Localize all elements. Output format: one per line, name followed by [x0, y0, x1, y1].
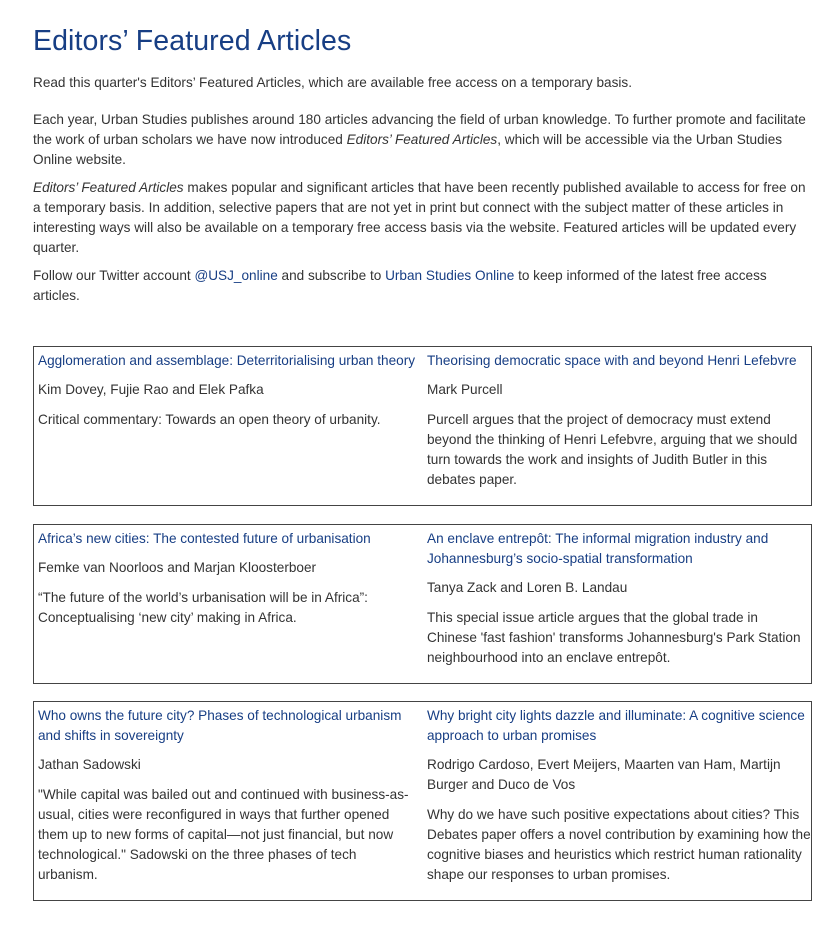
- follow-text-3: to keep informed of the latest free access articles.: [33, 268, 767, 303]
- each-year-paragraph: [33, 110, 815, 170]
- featured-articles-emphasis: Editors’ Featured Articles: [33, 180, 184, 195]
- featured-articles-paragraph: [33, 178, 815, 258]
- article-card: [427, 529, 811, 668]
- article-title-link[interactable]: Theorising democratic space with and beyond Henri Lefebvre: [427, 353, 797, 368]
- article-description: Purcell argues that the project of democracy must extend beyond the thinking of Henri Lefebvre, arguing that we should turn towards the work and insights of Judith Butler in this debates paper.: [427, 412, 798, 487]
- article-description: “The future of the world’s urbanisation will be in Africa”: Conceptualising ‘new city’ making in Africa.: [38, 590, 368, 625]
- article-authors: Femke van Noorloos and Marjan Kloosterboer: [38, 560, 317, 575]
- article-description: This special issue article argues that the global trade in Chinese 'fast fashion' transforms Johannesburg's Park Station neighbourhood into an enclave entrepôt.: [427, 610, 801, 665]
- page-content: [33, 0, 815, 306]
- article-card: [38, 351, 416, 430]
- article-card: [427, 706, 811, 885]
- each-year-emphasis: Editors’ Featured Articles: [346, 132, 498, 147]
- page-title: Editors’ Featured Articles: [33, 25, 352, 57]
- article-description: Why do we have such positive expectations about cities? This Debates paper offers a novel contribution by examining how the cognitive biases and heuristics which restrict human rationality shape our responses to urban promises.: [427, 807, 811, 882]
- article-card: [38, 706, 416, 885]
- article-row-1: [33, 346, 812, 506]
- article-authors: Jathan Sadowski: [38, 757, 141, 772]
- featured-articles-text: makes popular and significant articles that have been recently published available to access for free on a temporary basis. In addition, selective papers that are not yet in print but connect with the subject matter of these articles in interesting ways will also be available on a temporary free access basis via the website. Featured articles will be updated every quarter.: [33, 180, 806, 255]
- follow-text-2: and subscribe to: [277, 268, 386, 283]
- article-row-2: [33, 524, 812, 684]
- article-authors: Mark Purcell: [427, 382, 503, 397]
- urban-studies-online-link[interactable]: Urban Studies Online: [385, 268, 515, 283]
- article-title-link[interactable]: Why bright city lights dazzle and illuminate: A cognitive science approach to urban promises: [427, 708, 805, 743]
- article-description: "While capital was bailed out and continued with business-as-usual, cities were reconfigured in ways that further opened them up to new forms of capital—not just financial, but now technological." Sadowski on the three phases of tech urbanism.: [38, 787, 409, 882]
- article-title-link[interactable]: Who owns the future city? Phases of technological urbanism and shifts in sovereignty: [38, 708, 402, 743]
- article-authors: Kim Dovey, Fujie Rao and Elek Pafka: [38, 382, 264, 397]
- article-authors: Rodrigo Cardoso, Evert Meijers, Maarten van Ham, Martijn Burger and Duco de Vos: [427, 757, 781, 792]
- follow-paragraph: [33, 266, 815, 306]
- each-year-text-2: , which will be accessible via the Urban Studies Online website.: [33, 132, 783, 167]
- article-description: Critical commentary: Towards an open theory of urbanity.: [38, 412, 381, 427]
- article-card: [38, 529, 416, 628]
- each-year-text-1: Each year, Urban Studies publishes around 180 articles advancing the field of urban knowledge. To further promote and facilitate the work of urban scholars we have now introduced: [33, 112, 806, 147]
- article-title-link[interactable]: An enclave entrepôt: The informal migration industry and Johannesburg’s socio-spatial transformation: [427, 531, 769, 566]
- follow-text-1: Follow our Twitter account: [33, 268, 195, 283]
- article-authors: Tanya Zack and Loren B. Landau: [427, 580, 628, 595]
- intro-paragraph: Read this quarter's Editors’ Featured Articles, which are available free access on a temporary basis.: [33, 75, 632, 90]
- twitter-link[interactable]: @USJ_online: [194, 268, 278, 283]
- article-row-3: [33, 701, 812, 901]
- article-title-link[interactable]: Africa’s new cities: The contested future of urbanisation: [38, 531, 371, 546]
- article-title-link[interactable]: Agglomeration and assemblage: Deterritorialising urban theory: [38, 353, 416, 368]
- article-card: [427, 351, 811, 490]
